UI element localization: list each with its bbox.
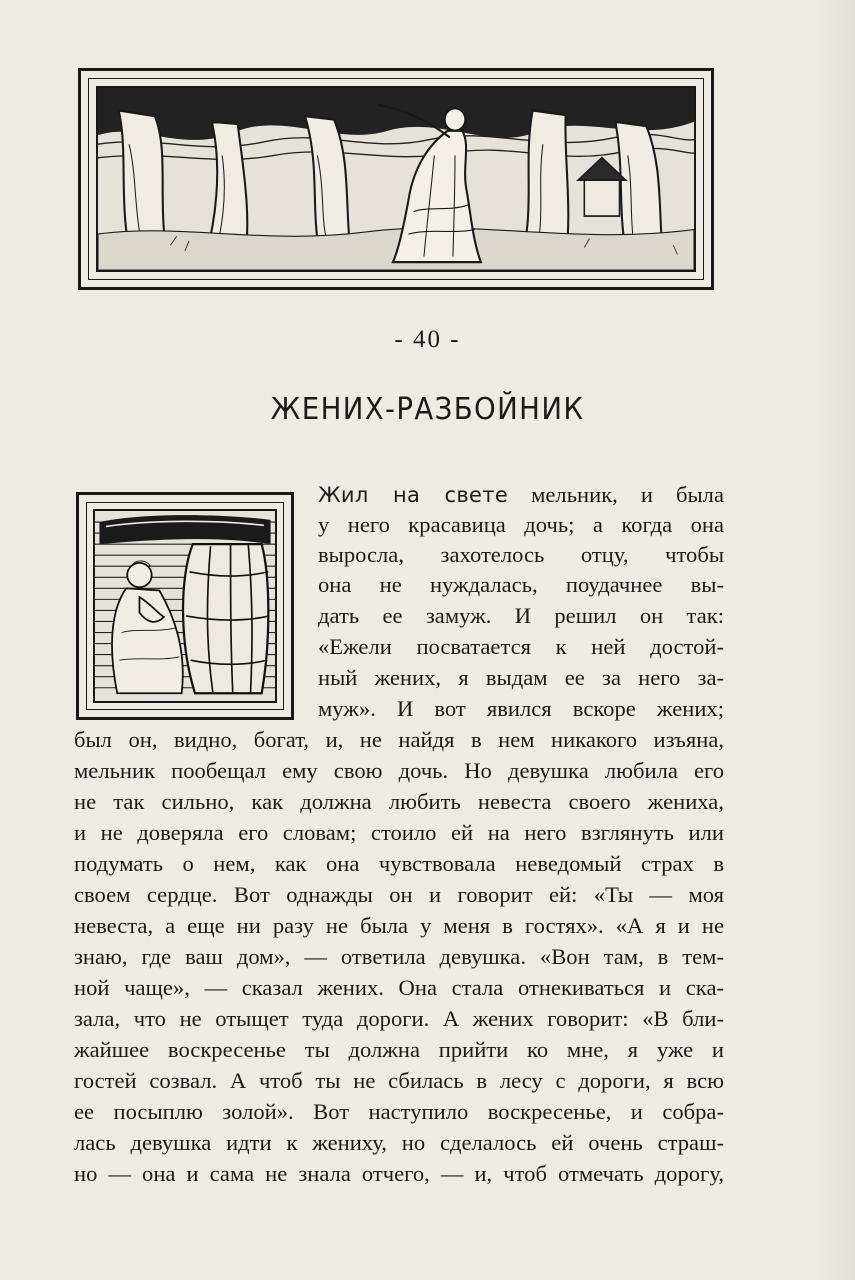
text-line-14: своем сердце. Вот однажды он и говорит ей: «Ты — моя (74, 882, 724, 907)
forest-woman-illustration (96, 86, 696, 272)
text-line-1 (318, 480, 724, 510)
text-line-6: «Ежели посватается к ней достой- (318, 634, 724, 659)
text-line-10: мельник пообещал ему свою дочь. Но девушка любила его (74, 758, 724, 783)
text-line-21: ее посыплю золой». Вот наступило воскресенье, и собра- (74, 1099, 724, 1124)
woman-barrel-illustration (93, 509, 277, 703)
text-line-11: не так сильно, как должна любить невеста своего жениха, (74, 789, 724, 814)
text-line-18: зала, что не отыщет туда дороги. А жених говорит: «В бли- (74, 1006, 724, 1031)
text-line-17: ной чаще», — сказал жених. Она стала отнекиваться и ска- (74, 975, 724, 1000)
page-edge-shadow (815, 0, 855, 1280)
text-line-4: она не нуждалась, поудачнее вы- (318, 572, 724, 597)
text-line-13: подумать о нем, как она чувствовала неведомый страх в (74, 851, 724, 876)
text-line-5: дать ее замуж. И решил он так: (318, 603, 724, 628)
text-line-22: лась девушка идти к жениху, но сделалось ей очень страш- (74, 1130, 724, 1155)
text-line-2: у него красавица дочь; а когда она (318, 512, 724, 537)
text-line-3: выросла, захотелось отцу, чтобы (318, 542, 724, 567)
text-line-9: был он, видно, богат, и, не найдя в нем никакого изъяна, (74, 727, 724, 752)
header-illustration-frame (78, 68, 714, 290)
tale-title: ЖЕНИХ-РАЗБОЙНИК (270, 392, 585, 428)
text-line-16: знаю, где ваш дом», — ответила девушка. «Вон там, в тем- (74, 944, 724, 969)
text-line-7: ный жених, я выдам ее за него за- (318, 665, 724, 690)
text-line-15: невеста, а еще ни разу не была у меня в гостях». «А я и не (74, 913, 724, 938)
text-line-8: муж». И вот явился вскоре жених; (318, 696, 724, 721)
text-line-19: жайшее воскресенье ты должна прийти ко мне, я уже и (74, 1037, 724, 1062)
text-line-1-rest: мельник, и была (531, 482, 724, 507)
text-line-12: и не доверяла его словам; стоило ей на него взглянуть или (74, 820, 724, 845)
tale-number: - 40 - (394, 326, 461, 353)
text-line-20: гостей созвал. А чтоб ты не сбилась в лесу с дороги, я всю (74, 1068, 724, 1093)
text-line-23: но — она и сама не знала отчего, — и, чтоб отмечать дорогу, (74, 1161, 724, 1186)
lead-in-words: Жил на свете (318, 483, 509, 507)
dropcap-frame (76, 492, 294, 720)
